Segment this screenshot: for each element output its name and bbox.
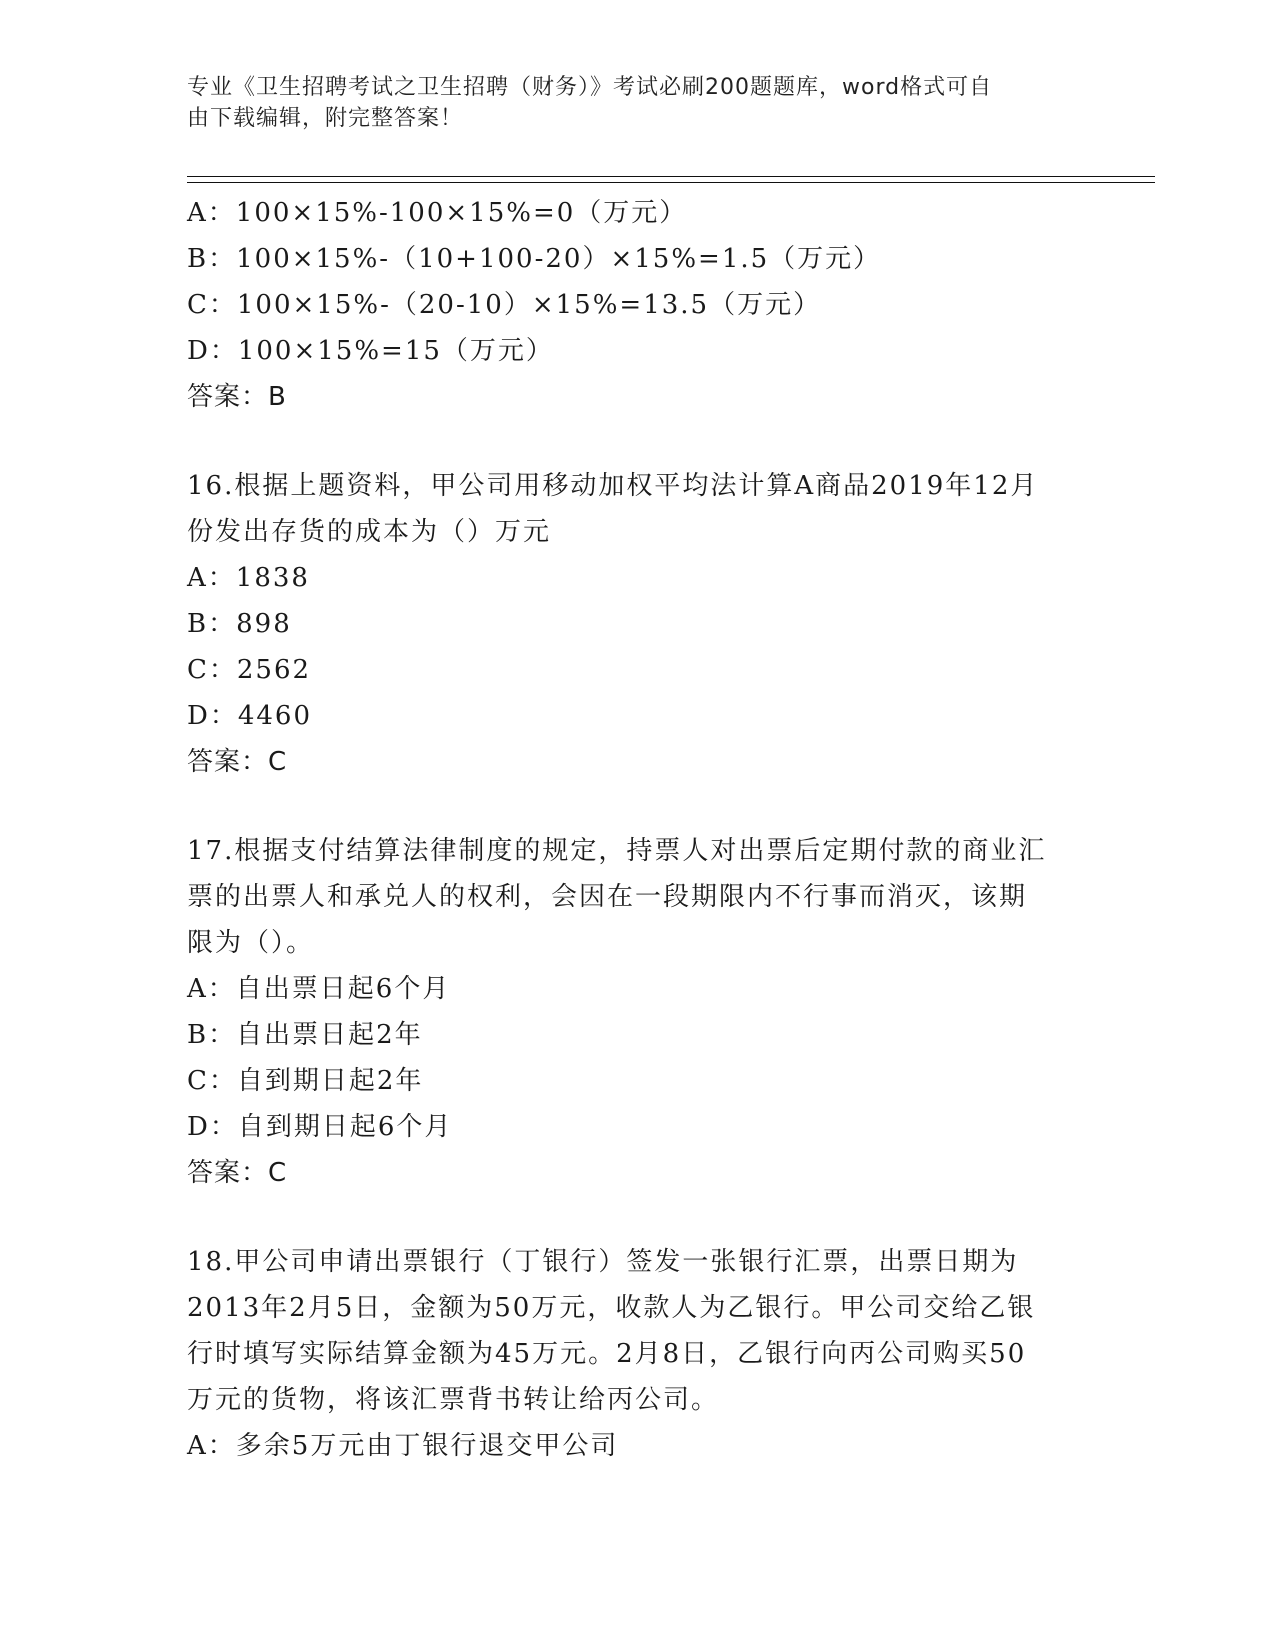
question-text-line: 份发出存货的成本为（）万元 xyxy=(187,517,552,547)
header-line-1: 专业《卫生招聘考试之卫生招聘（财务）》考试必刷200题题库，word格式可自 xyxy=(187,75,993,100)
question-text-line: 限为（）。 xyxy=(187,928,315,958)
question-16 xyxy=(187,463,1087,785)
question-text-line: 2013年2月5日，金额为50万元，收款人为乙银行。甲公司交给乙银 xyxy=(187,1293,1036,1323)
answer-line: 答案：C xyxy=(187,747,288,777)
option-a: A：1838 xyxy=(187,563,310,593)
question-15-options xyxy=(187,190,1087,420)
spacer xyxy=(187,785,1087,828)
option-b: B：自出票日起2年 xyxy=(187,1020,423,1050)
document-header xyxy=(187,72,1067,134)
question-text-line: 万元的货物，将该汇票背书转让给丙公司。 xyxy=(187,1385,720,1415)
spacer xyxy=(187,420,1087,463)
question-text-line: 行时填写实际结算金额为45万元。2月8日，乙银行向丙公司购买50 xyxy=(187,1339,1027,1369)
question-text-line: 票的出票人和承兑人的权利，会因在一段期限内不行事而消灭，该期 xyxy=(187,882,1028,912)
option-c: C：2562 xyxy=(187,655,312,685)
option-c: C：自到期日起2年 xyxy=(187,1066,424,1096)
option-c: C：100×15%-（20-10）×15%=13.5（万元） xyxy=(187,290,822,320)
option-d: D：100×15%=15（万元） xyxy=(187,336,554,366)
question-text-line: 17.根据支付结算法律制度的规定，持票人对出票后定期付款的商业汇 xyxy=(187,836,1047,866)
spacer xyxy=(187,1196,1087,1239)
answer-line: 答案：C xyxy=(187,1158,288,1188)
question-content xyxy=(187,190,1087,1469)
header-divider-bottom xyxy=(187,182,1155,183)
question-17 xyxy=(187,828,1087,1196)
option-d: D：4460 xyxy=(187,701,313,731)
answer-line: 答案：B xyxy=(187,382,287,412)
option-d: D：自到期日起6个月 xyxy=(187,1112,453,1142)
option-b: B：100×15%-（10+100-20）×15%=1.5（万元） xyxy=(187,244,882,274)
option-a: A：多余5万元由丁银行退交甲公司 xyxy=(187,1431,619,1461)
option-a: A：100×15%-100×15%=0（万元） xyxy=(187,198,688,228)
header-divider-top xyxy=(187,176,1155,177)
question-text-line: 16.根据上题资料，甲公司用移动加权平均法计算A商品2019年12月 xyxy=(187,471,1039,501)
header-line-2: 由下载编辑，附完整答案！ xyxy=(187,106,464,131)
question-text-line: 18.甲公司申请出票银行（丁银行）签发一张银行汇票，出票日期为 xyxy=(187,1247,1019,1277)
question-18 xyxy=(187,1239,1087,1469)
option-a: A：自出票日起6个月 xyxy=(187,974,451,1004)
option-b: B：898 xyxy=(187,609,292,639)
